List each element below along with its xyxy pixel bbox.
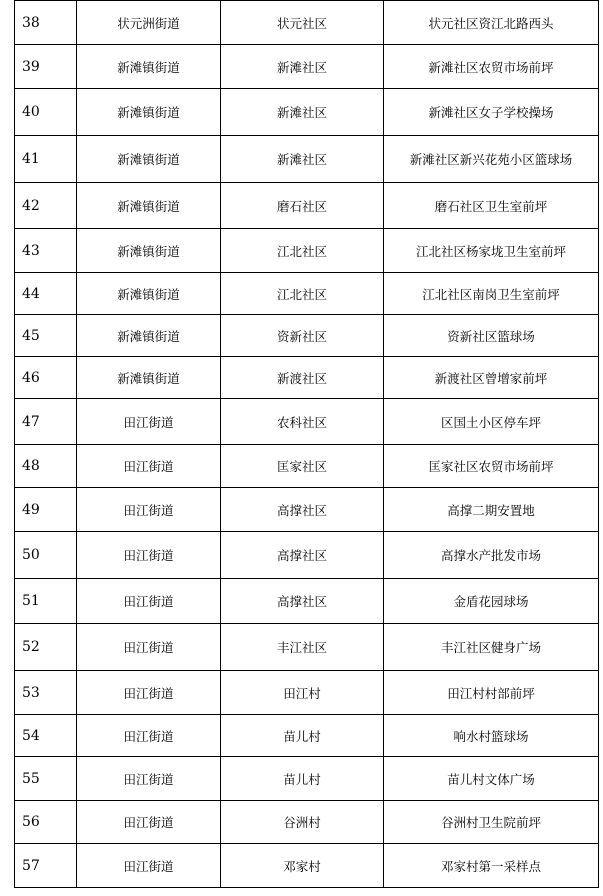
row-number: 42 [15, 183, 77, 229]
street-cell: 田江街道 [77, 715, 221, 757]
row-number: 40 [15, 89, 77, 136]
street-cell: 田江街道 [77, 671, 221, 715]
row-number: 46 [15, 357, 77, 399]
row-number: 41 [15, 136, 77, 183]
table-row [15, 315, 599, 357]
street-cell: 田江街道 [77, 844, 221, 888]
location-cell: 区国土小区停车坪 [384, 399, 599, 445]
table-row [15, 624, 599, 671]
street-cell: 田江街道 [77, 399, 221, 445]
table-row [15, 801, 599, 844]
location-cell: 江北社区杨家垅卫生室前坪 [384, 229, 599, 273]
street-cell: 新滩镇街道 [77, 136, 221, 183]
street-cell: 新滩镇街道 [77, 89, 221, 136]
community-cell: 田江村 [221, 671, 384, 715]
community-cell: 农科社区 [221, 399, 384, 445]
street-cell: 田江街道 [77, 801, 221, 844]
table-row [15, 532, 599, 579]
row-number: 39 [15, 45, 77, 89]
street-cell: 田江街道 [77, 579, 221, 624]
community-cell: 邓家村 [221, 844, 384, 888]
row-number: 51 [15, 579, 77, 624]
street-cell: 状元洲街道 [77, 1, 221, 45]
location-cell: 金盾花园球场 [384, 579, 599, 624]
location-cell: 江北社区南岗卫生室前坪 [384, 273, 599, 315]
table-row [15, 671, 599, 715]
community-cell: 资新社区 [221, 315, 384, 357]
street-cell: 田江街道 [77, 757, 221, 801]
row-number: 52 [15, 624, 77, 671]
row-number: 43 [15, 229, 77, 273]
table-row [15, 1, 599, 45]
table-row [15, 89, 599, 136]
location-cell: 新滩社区女子学校操场 [384, 89, 599, 136]
location-cell: 状元社区资江北路西头 [384, 1, 599, 45]
row-number: 38 [15, 1, 77, 45]
table-row [15, 715, 599, 757]
row-number: 53 [15, 671, 77, 715]
street-cell: 新滩镇街道 [77, 183, 221, 229]
street-cell: 新滩镇街道 [77, 315, 221, 357]
row-number: 57 [15, 844, 77, 888]
table-body [15, 1, 599, 888]
street-cell: 田江街道 [77, 445, 221, 488]
location-cell: 高撑二期安置地 [384, 488, 599, 532]
row-number: 48 [15, 445, 77, 488]
street-cell: 新滩镇街道 [77, 357, 221, 399]
table-row [15, 183, 599, 229]
community-cell: 新滩社区 [221, 89, 384, 136]
community-cell: 匡家社区 [221, 445, 384, 488]
table-row [15, 229, 599, 273]
community-cell: 苗儿村 [221, 757, 384, 801]
row-number: 54 [15, 715, 77, 757]
location-cell: 田江村村部前坪 [384, 671, 599, 715]
street-cell: 田江街道 [77, 488, 221, 532]
table-row [15, 45, 599, 89]
row-number: 47 [15, 399, 77, 445]
table-row [15, 757, 599, 801]
location-cell: 磨石社区卫生室前坪 [384, 183, 599, 229]
street-cell: 新滩镇街道 [77, 229, 221, 273]
table-row [15, 488, 599, 532]
community-cell: 状元社区 [221, 1, 384, 45]
table-row [15, 844, 599, 888]
location-cell: 新滩社区新兴花苑小区篮球场 [384, 136, 599, 183]
location-cell: 高撑水产批发市场 [384, 532, 599, 579]
street-cell: 田江街道 [77, 532, 221, 579]
table-row [15, 357, 599, 399]
community-cell: 新滩社区 [221, 45, 384, 89]
location-cell: 邓家村第一采样点 [384, 844, 599, 888]
community-cell: 新渡社区 [221, 357, 384, 399]
community-cell: 新滩社区 [221, 136, 384, 183]
location-cell: 苗儿村文体广场 [384, 757, 599, 801]
row-number: 50 [15, 532, 77, 579]
row-number: 45 [15, 315, 77, 357]
row-number: 56 [15, 801, 77, 844]
table-row [15, 136, 599, 183]
street-cell: 田江街道 [77, 624, 221, 671]
location-cell: 新滩社区农贸市场前坪 [384, 45, 599, 89]
row-number: 44 [15, 273, 77, 315]
location-cell: 匡家社区农贸市场前坪 [384, 445, 599, 488]
community-cell: 江北社区 [221, 273, 384, 315]
table-row [15, 399, 599, 445]
row-number: 55 [15, 757, 77, 801]
location-cell: 资新社区篮球场 [384, 315, 599, 357]
community-cell: 丰江社区 [221, 624, 384, 671]
community-cell: 谷洲村 [221, 801, 384, 844]
community-cell: 高撑社区 [221, 488, 384, 532]
location-cell: 新渡社区曾增家前坪 [384, 357, 599, 399]
sampling-sites-table [14, 0, 599, 888]
table-row [15, 579, 599, 624]
location-cell: 响水村篮球场 [384, 715, 599, 757]
row-number: 49 [15, 488, 77, 532]
community-cell: 磨石社区 [221, 183, 384, 229]
community-cell: 江北社区 [221, 229, 384, 273]
location-cell: 谷洲村卫生院前坪 [384, 801, 599, 844]
location-cell: 丰江社区健身广场 [384, 624, 599, 671]
table-row [15, 273, 599, 315]
street-cell: 新滩镇街道 [77, 45, 221, 89]
community-cell: 高撑社区 [221, 579, 384, 624]
table-row [15, 445, 599, 488]
community-cell: 高撑社区 [221, 532, 384, 579]
community-cell: 苗儿村 [221, 715, 384, 757]
street-cell: 新滩镇街道 [77, 273, 221, 315]
